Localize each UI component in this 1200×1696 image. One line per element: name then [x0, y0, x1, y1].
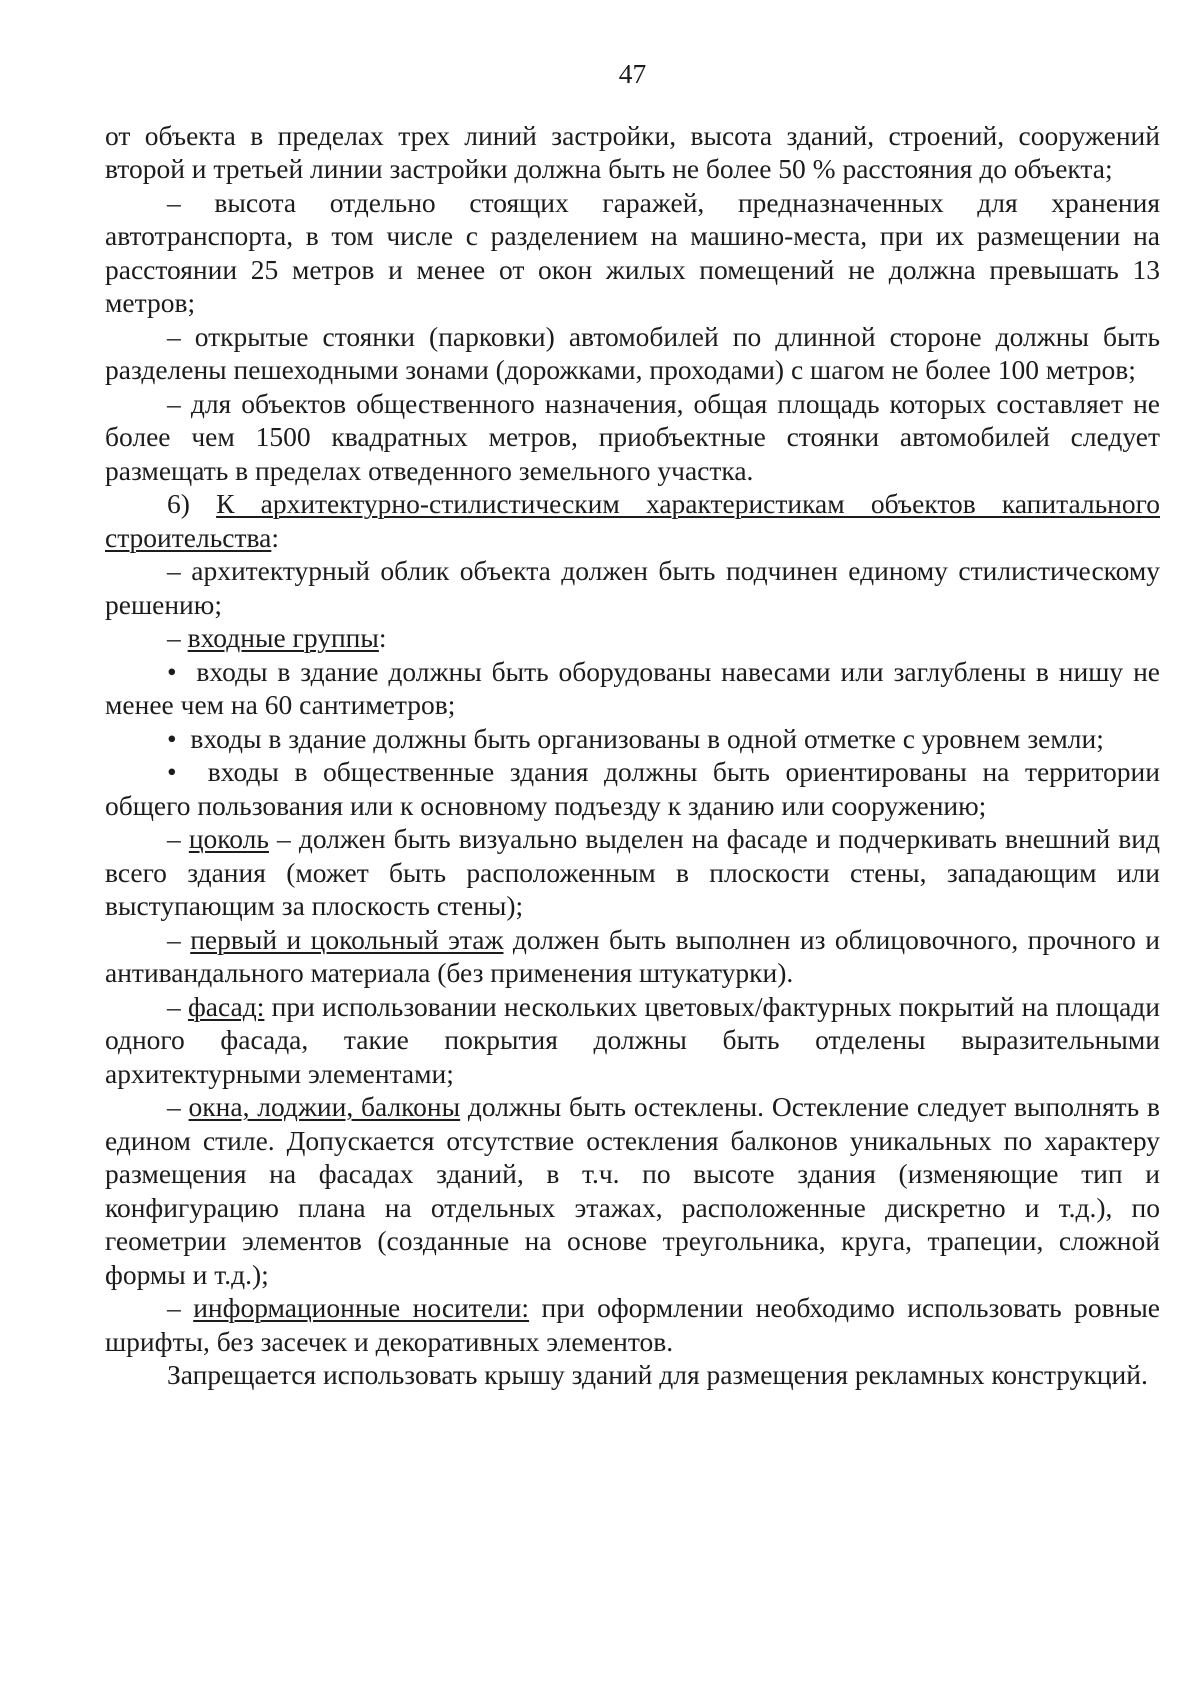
underlined-text: первый и цокольный этаж [190, 923, 504, 955]
paragraph-text: – [167, 990, 188, 1022]
paragraph-text: – [167, 622, 188, 653]
paragraph [105, 822, 1160, 923]
underlined-text: К архитектурно-стилистическим характеристикам объектов капитального строительства [105, 488, 1160, 553]
paragraph-text: : [271, 521, 279, 553]
paragraph [105, 554, 1160, 621]
bullet-item [105, 755, 1160, 822]
paragraph [105, 119, 1160, 186]
underlined-text: фасад: [187, 990, 265, 1022]
paragraph-text: – высота отдельно стоящих гаражей, предназначенных для хранения автотранспорта, в том числе с разделением на машино-места, при их размещении на расстоянии 25 метров и менее от окон жилых помещений не должна превышать 13 метров; [105, 186, 1160, 318]
paragraph [105, 1090, 1160, 1291]
paragraph [105, 1358, 1160, 1392]
paragraph-text: – архитектурный облик объекта должен быть подчинен единому стилистическому решению; [105, 555, 1160, 620]
paragraph-text: – [167, 1292, 194, 1323]
paragraph-text: – [167, 1091, 189, 1122]
paragraph-text: – открытые стоянки (парковки) автомобилей по длинной стороне должны быть разделены пешеходными зонами (дорожками, проходами) с шагом не более 100 метров; [105, 320, 1160, 385]
paragraph-text: • входы в здание должны быть организованы в одной отметке с уровнем земли; [167, 722, 1104, 754]
paragraph [105, 186, 1160, 320]
paragraph [105, 621, 1160, 655]
paragraph-text: при оформлении необходимо использовать ровные шрифты, без засечек и декоративных элементов. [105, 1292, 1160, 1357]
paragraph-text: – [167, 923, 191, 955]
paragraph [105, 990, 1160, 1091]
paragraph-text: • входы в общественные здания должны быть ориентированы на территории общего пользования или к основному подъезду к зданию или сооружению; [105, 756, 1160, 821]
underlined-text: информационные носители: [193, 1292, 530, 1323]
paragraph-text: : [378, 622, 387, 653]
paragraph-heading [105, 487, 1160, 554]
bullet-item [105, 655, 1160, 722]
paragraph [105, 923, 1160, 990]
paragraph [105, 1291, 1160, 1358]
underlined-text: входные группы [187, 622, 379, 653]
paragraph-text: Запрещается использовать крышу зданий для размещения рекламных конструкций. [167, 1359, 1148, 1390]
paragraph-text: при использовании нескольких цветовых/фактурных покрытий на площади одного фасада, такие покрытия должны быть отделены выразительными архитектурными элементами; [105, 990, 1160, 1089]
paragraph [105, 320, 1160, 387]
paragraph [105, 387, 1160, 488]
bullet-item [105, 722, 1160, 756]
paragraph-text: должны быть остеклены. Остекление следует выполнять в едином стиле. Допускается отсутствие остекления балконов уникальных по характеру размещения на фасадах зданий, в т.ч. по высоте здания (изменяющие тип и конфигурацию плана на отдельных этажах, расположенные дискретно и т.д.), по геометрии элементов (созданные на основе треугольника, круга, трапеции, сложной формы и т.д.); [105, 1091, 1161, 1290]
paragraph-text: – для объектов общественного назначения, общая площадь которых составляет не более чем 1500 квадратных метров, приобъектные стоянки автомобилей следует размещать в пределах отведенного земельного участка. [105, 387, 1160, 486]
paragraph-text: должен быть выполнен из облицовочного, прочного и антивандального материала (без применения штукатурки). [105, 923, 1160, 988]
paragraph-text: • входы в здание должны быть оборудованы навесами или заглублены в нишу не менее чем на 60 сантиметров; [105, 655, 1160, 720]
page-number: 47 [618, 58, 647, 89]
paragraph-text: – [167, 823, 189, 854]
underlined-text: цоколь [188, 823, 269, 854]
paragraph-text: от объекта в пределах трех линий застройки, высота зданий, строений, сооружений второй и третьей линии застройки должна быть не более 50 % расстояния до объекта; [105, 119, 1160, 184]
underlined-text: окна, лоджии, балконы [188, 1091, 461, 1122]
paragraph-text: 6) [167, 488, 217, 519]
document-body [105, 119, 1160, 1392]
paragraph-text: – должен быть визуально выделен на фасаде и подчеркивать внешний вид всего здания (может быть расположенным в плоскости стены, западающим или выступающим за плоскость стены); [105, 823, 1160, 921]
